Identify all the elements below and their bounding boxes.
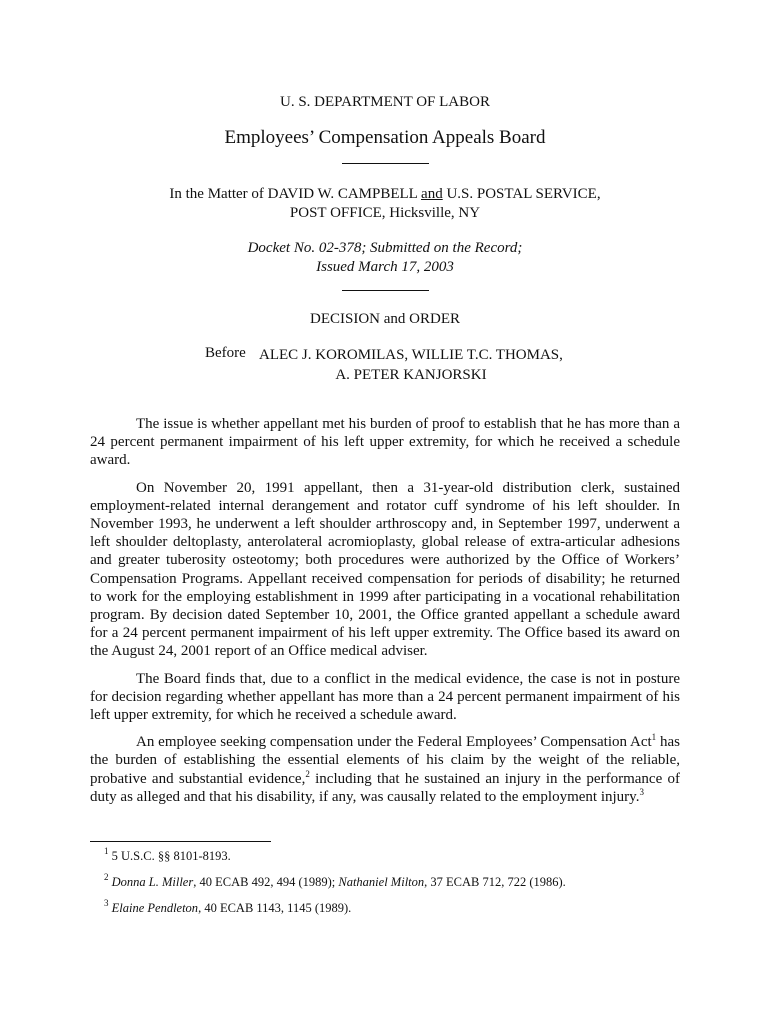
footnote-ref-2[interactable]: 2 <box>305 768 310 779</box>
footnote-3-cite: , 40 ECAB 1143, 1145 (1989). <box>198 901 352 915</box>
paragraph-background: On November 20, 1991 appellant, then a 31-year-old distribution clerk, sustained employment-related internal derangement and rotator cuff syndrome of his left shoulder. In November 1993, he underwent a left shoulder arthroscopy and, in September 1997, underwent a left shoulder deltoplasty, anterolateral acromioplasty, global release of extra-articular adhesions and greater tuberosity osteotomy; both procedures were authorized by the Office of Workers’ Compensation Programs. Appellant received compensation for periods of disability; he returned to work for the employing establishment in 1999 after participating in a vocational rehabilitation program. By decision dated September 10, 2001, the Office granted appellant a schedule award for a 24 percent permanent impairment of his left upper extremity. The Office based its award on the August 24, 2001 report of an Office medical adviser. <box>90 479 680 660</box>
paragraph-issue: The issue is whether appellant met his burden of proof to establish that he has more than a 24 percent permanent impairment of his left upper extremity, for which he received a schedule award. <box>90 416 680 469</box>
footnote-2-number: 2 <box>104 872 109 882</box>
footnote-1-text: 5 U.S.C. §§ 8101-8193. <box>108 849 231 863</box>
docket-line1: Docket No. 02-378; Submitted on the Record; <box>247 240 523 256</box>
law-text-c: including that he sustained an injury in the performance of duty as alleged and that his disability, if any, was causally related to the employment injury. <box>90 770 680 805</box>
opinion-body <box>90 415 680 815</box>
agency-name: U. S. DEPARTMENT OF LABOR <box>280 94 490 110</box>
paragraph-law <box>90 733 680 806</box>
footnote-1 <box>104 848 566 864</box>
title-divider <box>342 163 429 164</box>
footnote-2 <box>104 874 566 890</box>
board-title: Employees’ Compensation Appeals Board <box>224 127 546 148</box>
footnote-3 <box>104 900 566 916</box>
paragraph-finding: The Board finds that, due to a conflict in the medical evidence, the case is not in posture for decision regarding whether appellant has more than a 24 percent permanent impairment of his left upper extremity, for which he received a schedule award. <box>90 670 680 724</box>
footnote-3-case: Elaine Pendleton <box>111 901 199 915</box>
footnote-2-case-2: Nathaniel Milton <box>338 875 425 889</box>
footnote-1-number: 1 <box>104 846 109 856</box>
footnotes <box>104 848 566 926</box>
footnote-2-cite-2: , 37 ECAB 712, 722 (1986). <box>424 875 566 889</box>
footnote-3-number: 3 <box>104 898 109 908</box>
panel-line2: A. PETER KANJORSKI <box>335 367 487 383</box>
footnote-ref-3[interactable]: 3 <box>639 786 644 797</box>
caption-prefix: In the Matter of DAVID W. CAMPBELL <box>169 186 422 202</box>
footnote-divider <box>90 841 271 842</box>
footnote-2-case-1: Donna L. Miller <box>111 875 194 889</box>
caption-and: and <box>421 186 443 202</box>
law-text-b: has the burden of establishing the essential elements of his claim by the weight of the reliable, probative and substantial evidence, <box>90 734 680 787</box>
law-text-a: An employee seeking compensation under the Federal Employees’ Compensation Act <box>136 734 652 751</box>
panel-line1: ALEC J. KOROMILAS, WILLIE T.C. THOMAS, <box>259 347 563 363</box>
panel-before-label: Before <box>205 345 246 361</box>
decision-title: DECISION and ORDER <box>310 311 460 327</box>
caption-line2: POST OFFICE, Hicksville, NY <box>289 205 481 221</box>
caption-suffix: U.S. POSTAL SERVICE, <box>442 186 601 202</box>
case-caption <box>0 185 770 223</box>
docket-info <box>0 239 770 277</box>
footnote-ref-1[interactable]: 1 <box>651 732 657 743</box>
footnote-2-cite-1: , 40 ECAB 492, 494 (1989); <box>193 875 339 889</box>
panel-judges <box>259 345 563 385</box>
docket-divider <box>342 290 429 291</box>
docket-line2: Issued March 17, 2003 <box>316 259 454 275</box>
